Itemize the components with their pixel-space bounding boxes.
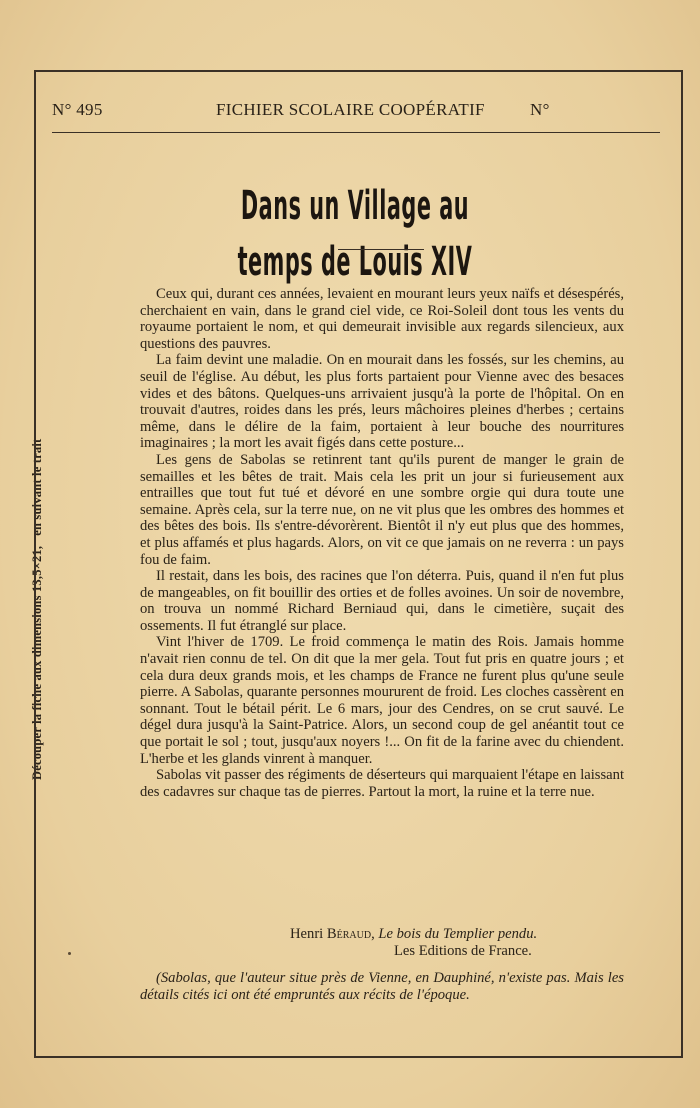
paper-speck [68, 952, 71, 955]
card-header [52, 96, 660, 130]
paragraph: Il restait, dans les bois, des racines que l'on déterra. Puis, quand il n'en fut plus de mangeables, on fit bouillir des orties et de folles avoines. Un soir de novembre, on trouva un nommé Richard Berniaud qui, dans le cimetière, suçait des ossements. Il fut étranglé sur place. [140, 568, 624, 634]
article-body [140, 286, 624, 800]
header-title: FICHIER SCOLAIRE COOPÉRATIF [216, 100, 485, 119]
card-number: N° 495 [52, 100, 103, 119]
editor-note: (Sabolas, que l'auteur situe près de Vienne, en Dauphiné, n'existe pas. Mais les détails cités ici ont été empruntés aux récits de l'époque. [140, 970, 624, 1003]
signature-separator: , [371, 926, 375, 942]
header-rule [52, 132, 660, 133]
paragraph: Sabolas vit passer des régiments de déserteurs qui marquaient l'étape en laissant des cadavres sur chaque tas de pierres. Partout la mort, la ruine et la terre nue. [140, 767, 624, 800]
header-no-label: N° [530, 100, 550, 119]
article-title: Dans un Village au temps de Louis XIV [237, 183, 473, 285]
paragraph: La faim devint une maladie. On en mourait dans les fossés, sur les chemins, au seuil de l'église. Au début, les plus forts partaient pour Vienne avec des besaces vides et des bâtons. Quelques-uns arrivaient jusqu'à la porte de l'hôpital. On en trouvait d'autres, roides dans les prés, leurs mâchoires pleines d'herbes ; certains même, dans le délire de la faim, portaient à leur bouche des nourritures imaginaires ; la mort les avait figés dans cette posture... [140, 352, 624, 452]
signature-author-line [140, 926, 624, 943]
paragraph: Les gens de Sabolas se retinrent tant qu'ils purent de manger le grain de semailles et les bêtes de trait. Mais cela les prit un jour si furieusement aux entrailles que tout fut tué et dévoré en une sombre orgie qui dura toute une semaine. Après cela, sur la terre nue, on ne vit plus que les ombres des hommes et des bêtes des bois. Ils s'entre-dévorèrent. Bientôt il n'y eut plus que des hommes, et plus affamés et plus hagards. Alors, on vit ce que jamais on ne reverra : un pays fou de faim. [140, 451, 624, 568]
cut-instruction-part2: en suivant le trait [30, 438, 44, 536]
cut-instruction-part1: Découper la fiche aux dimensions 13,5×21, [30, 545, 44, 780]
signature [140, 926, 624, 959]
paragraph: Vint l'hiver de 1709. Le froid commença le matin des Rois. Jamais homme n'avait rien connu de tel. On dit que la mer gela. Tout fut pris en quatre jours ; et cela dura deux grands mois, et les champs de France ne furent plus qu'une seule pierre. A Sabolas, quarante personnes moururent de froid. Les cloches cassèrent en sonnant. Tout le bétail périt. Le 6 mars, jour des Cendres, on se crut sauvé. Le dégel dura jusqu'à la Saint-Patrice. Alors, un second coup de gel anéantit tout ce que portait le sol ; tout, jusqu'aux noyers !... On fit de la farine avec du chiendent. L'herbe et les glands vinrent à manquer. [140, 634, 624, 767]
author-first-name: Henri [290, 926, 324, 942]
publisher: Les Editions de France. [394, 942, 532, 959]
work-title: Le bois du Templier pendu. [378, 926, 538, 942]
author-name [290, 926, 371, 942]
title-rule [338, 249, 424, 250]
author-last-name: Béraud [326, 926, 372, 942]
paragraph: Ceux qui, durant ces années, levaient en mourant leurs yeux naïfs et désespérés, cherchaient en vain, dans le grand ciel vide, ce Roi-Soleil dont tous les vents du royaume portaient le nom, et qui demeurait invisible aux regards silencieux, aux questions des pauvres. [140, 286, 624, 352]
